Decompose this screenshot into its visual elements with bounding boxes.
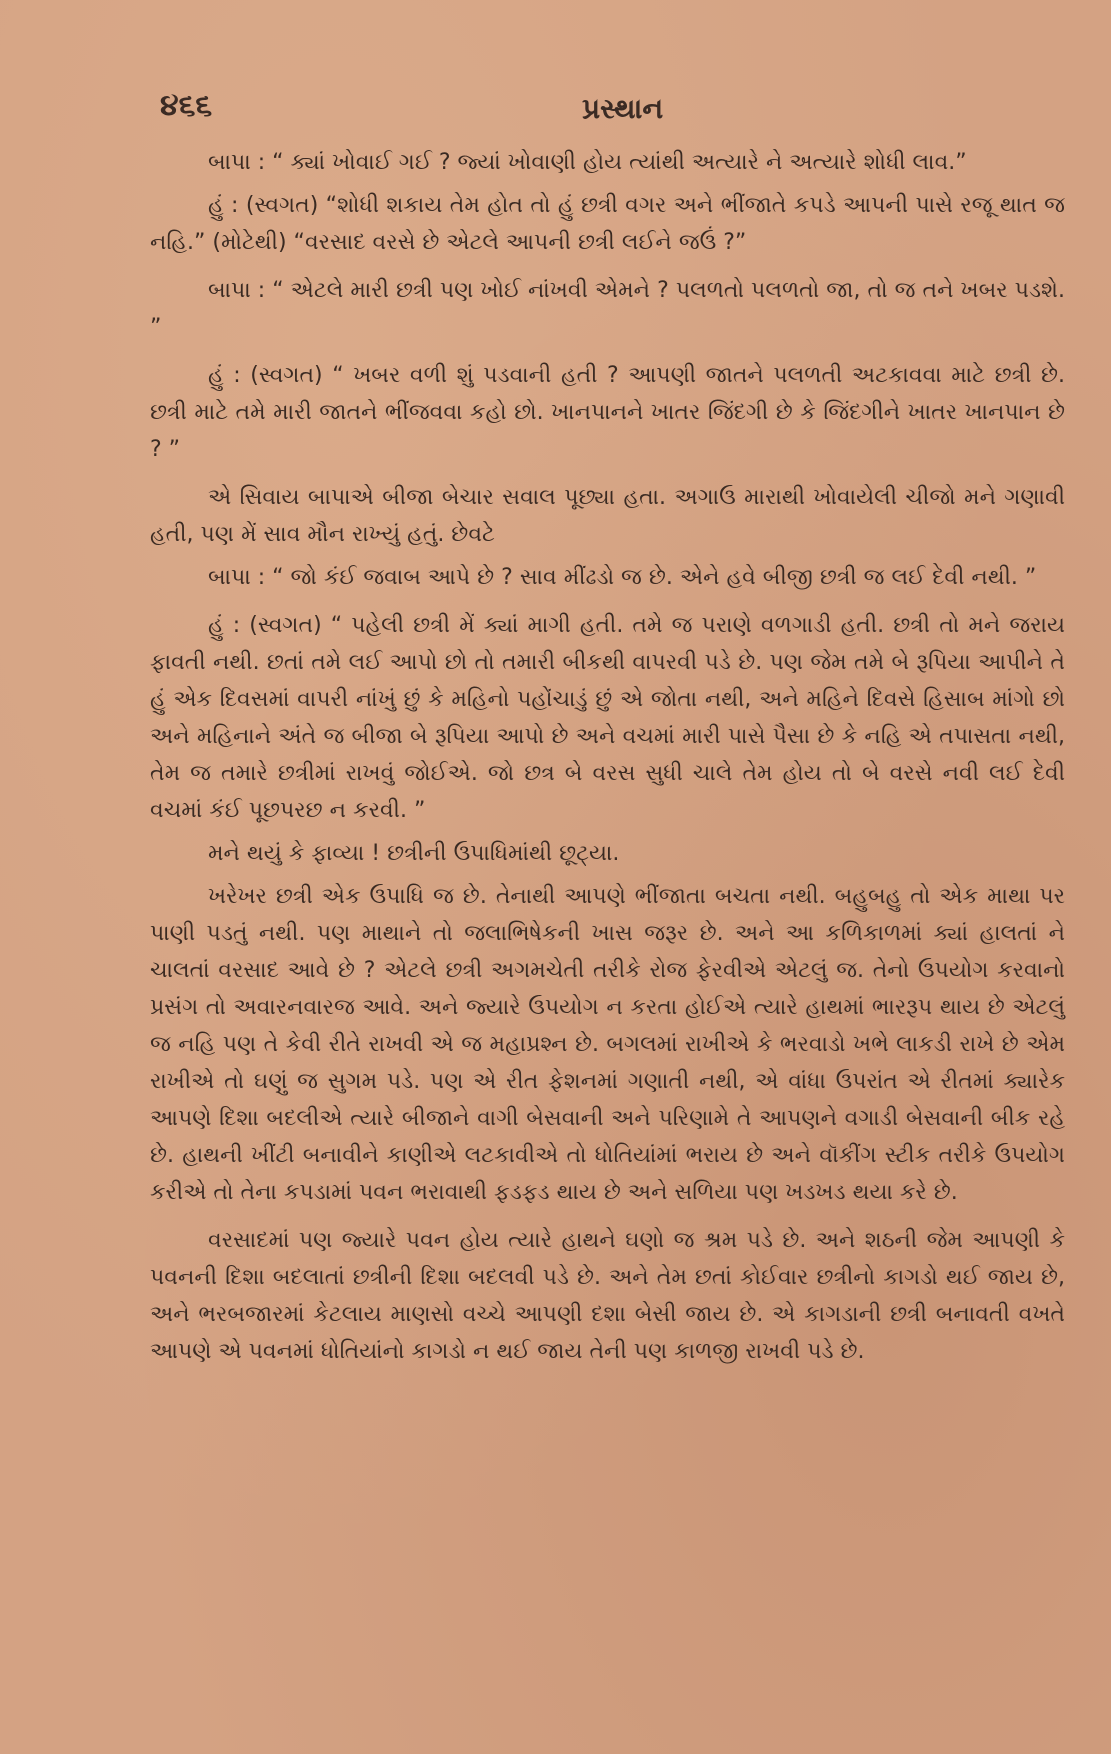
paragraph-narration-1: એ સિવાય બાપાએ બીજા બેચાર સવાલ પૂછ્યા હતા. અગાઉ મારાથી ખોવાયેલી ચીજો મને ગણાવી હતી, પણ મેં સાવ મૌન રાખ્યું હતું. છેવટે — [150, 485, 1065, 547]
paragraph-self-1: હું : (સ્વગત) “શોધી શકાય તેમ હોત તો હું છત્રી વગર અને ભીંજાતે કપડે આપની પાસે રજૂ થાત જ નહિ.” (મોટેથી) “વરસાદ વરસે છે એટલે આપની છત્રી લઈને જઉં ?” — [150, 193, 1065, 255]
paragraph-narration-4: વરસાદમાં પણ જ્યારે પવન હોય ત્યારે હાથને ઘણો જ શ્રમ પડે છે. અને શઠની જેમ આપણી કે પવનની દિશા બદલાતાં છત્રીની દિશા બદલવી પડે છે. અને તેમ છતાં કોઈવાર છત્રીનો કાગડો થઈ જાય છે, અને ભરબજારમાં કેટલાય માણસો વચ્ચે આપણી દશા બેસી જાય છે. એ કાગડાની છત્રી બનાવતી વખતે આપણે એ પવનમાં ધોતિયાંનો કાગડો ન થઈ જાય તેની પણ કાળજી રાખવી પડે છે. — [150, 1228, 1065, 1364]
paragraph-bapa-3: બાપા : “ જો કંઈ જવાબ આપે છે ? સાવ મીંઢડો જ છે. એને હવે બીજી છત્રી જ લઈ દેવી નથી. ” — [208, 565, 1037, 590]
paragraph-bapa-2: બાપા : “ એટલે મારી છત્રી પણ ખોઈ નાંખવી એમને ? પલળતો પલળતો જા, તો જ તને ખબર પડશે. ” — [150, 278, 1065, 340]
paragraph-narration-3: ખરેખર છત્રી એક ઉપાધિ જ છે. તેનાથી આપણે ભીંજાતા બચતા નથી. બહુબહુ તો એક માથા પર પાણી પડતું નથી. પણ માથાને તો જલાભિષેકની ખાસ જરૂર છે. અને આ કળિકાળમાં ક્યાં હાલતાં ને ચાલતાં વરસાદ આવે છે ? એટલે છત્રી અગમચેતી તરીકે રોજ ફેરવીએ એટલું જ. તેનો ઉપયોગ કરવાનો પ્રસંગ તો અવારનવારજ આવે. અને જ્યારે ઉપયોગ ન કરતા હોઈએ ત્યારે હાથમાં ભારરૂપ થાય છે એટલું જ નહિ પણ તે કેવી રીતે રાખવી એ જ મહાપ્રશ્ન છે. બગલમાં રાખીએ કે ભરવાડો ખભે લાકડી રાખે છે એમ રાખીએ તો ઘણું જ સુગમ પડે. પણ એ રીત ફેશનમાં ગણાતી નથી, એ વાંધા ઉપરાંત એ રીતમાં ક્યારેક આપણે દિશા બદલીએ ત્યારે બીજાને વાગી બેસવાની અને પરિણામે તે આપણને વગાડી બેસવાની બીક રહે છે. હાથની ખીંટી બનાવીને કાણીએ લટકાવીએ તો ધોતિયાંમાં ભરાય છે અને વૉકીંગ સ્ટીક તરીકે ઉપયોગ કરીએ તો તેના કપડામાં પવન ભરાવાથી ફડફડ થાય છે અને સળિયા પણ ખડખડ થયા કરે છે. — [150, 884, 1065, 1205]
paragraph-narration-2: મને થયું કે ફાવ્યા ! છત્રીની ઉપાધિમાંથી છૂટ્યા. — [208, 841, 620, 866]
page-number: ૪૬૬ — [160, 88, 213, 123]
paragraph-self-2: હું : (સ્વગત) “ ખબર વળી શું પડવાની હતી ? આપણી જાતને પલળતી અટકાવવા માટે છત્રી છે. છત્રી માટે તમે મારી જાતને ભીંજવવા કહો છો. ખાનપાનને ખાતર જિંદગી છે કે જિંદગીને ખાતર ખાનપાન છે ? ” — [150, 363, 1065, 462]
paragraph-bapa-1: બાપા : “ ક્યાં ખોવાઈ ગઈ ? જ્યાં ખોવાણી હોય ત્યાંથી અત્યારે ને અત્યારે શોધી લાવ.” — [208, 150, 967, 175]
paragraph-self-3: હું : (સ્વગત) “ પહેલી છત્રી મેં ક્યાં માગી હતી. તમે જ પરાણે વળગાડી હતી. છત્રી તો મને જરાય ફાવતી નથી. છતાં તમે લઈ આપો છો તો તમારી બીકથી વાપરવી પડે છે. પણ જેમ તમે બે રૂપિયા આપીને તે હું એક દિવસમાં વાપરી નાંખું છું કે મહિનો પહોંચાડું છું એ જોતા નથી, અને મહિને દિવસે હિસાબ માંગો છો અને મહિનાને અંતે જ બીજા બે રૂપિયા આપો છે અને વચમાં મારી પાસે પૈસા છે કે નહિ એ તપાસતા નથી, તેમ જ તમારે છત્રીમાં રાખવું જોઈએ. જો છત્ર બે વરસ સુધી ચાલે તેમ હોય તો બે વરસે નવી લઈ દેવી વચમાં કંઈ પૂછપરછ ન કરવી. ” — [150, 613, 1065, 823]
body-text — [150, 144, 1065, 1370]
running-title: પ્રસ્થાન — [582, 92, 664, 125]
page-header — [150, 84, 1053, 144]
